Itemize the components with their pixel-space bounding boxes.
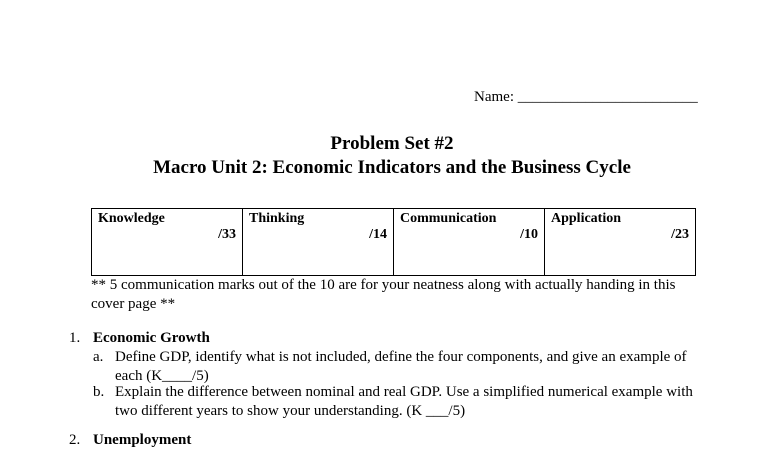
page-title: Problem Set #2 (330, 133, 454, 154)
question-title: Unemployment (93, 432, 192, 448)
question-number: 2. (69, 432, 81, 448)
marks-score: /14 (369, 227, 387, 242)
name-field: Name: ________________________ (474, 89, 698, 105)
question-title: Economic Growth (93, 330, 210, 346)
marks-table (91, 208, 696, 276)
marks-cell-communication (394, 209, 545, 276)
marks-label: Knowledge (98, 211, 165, 226)
marks-score: /10 (520, 227, 538, 242)
marks-cell-knowledge (92, 209, 243, 276)
part-text: Define GDP, identify what is not included, define the four components, and give an example of each (K____/5) (115, 349, 687, 384)
marks-score: /23 (671, 227, 689, 242)
part-text: Explain the difference between nominal and real GDP. Use a simplified numerical example with two different years to show your understanding. (K ___/5) (115, 384, 693, 419)
question-1b (93, 383, 713, 421)
marks-label: Thinking (249, 211, 305, 226)
cover-page-note: ** 5 communication marks out of the 10 are for your neatness along with actually handing in this cover page ** (91, 277, 676, 312)
part-letter: b. (93, 384, 105, 400)
page-subtitle: Macro Unit 2: Economic Indicators and the Business Cycle (153, 157, 631, 178)
marks-score: /33 (218, 227, 236, 242)
question-number: 1. (69, 330, 81, 346)
part-letter: a. (93, 349, 104, 365)
question-1a (93, 348, 713, 386)
marks-label: Communication (400, 211, 497, 226)
marks-label: Application (551, 211, 622, 226)
marks-cell-thinking (243, 209, 394, 276)
marks-cell-application (545, 209, 696, 276)
